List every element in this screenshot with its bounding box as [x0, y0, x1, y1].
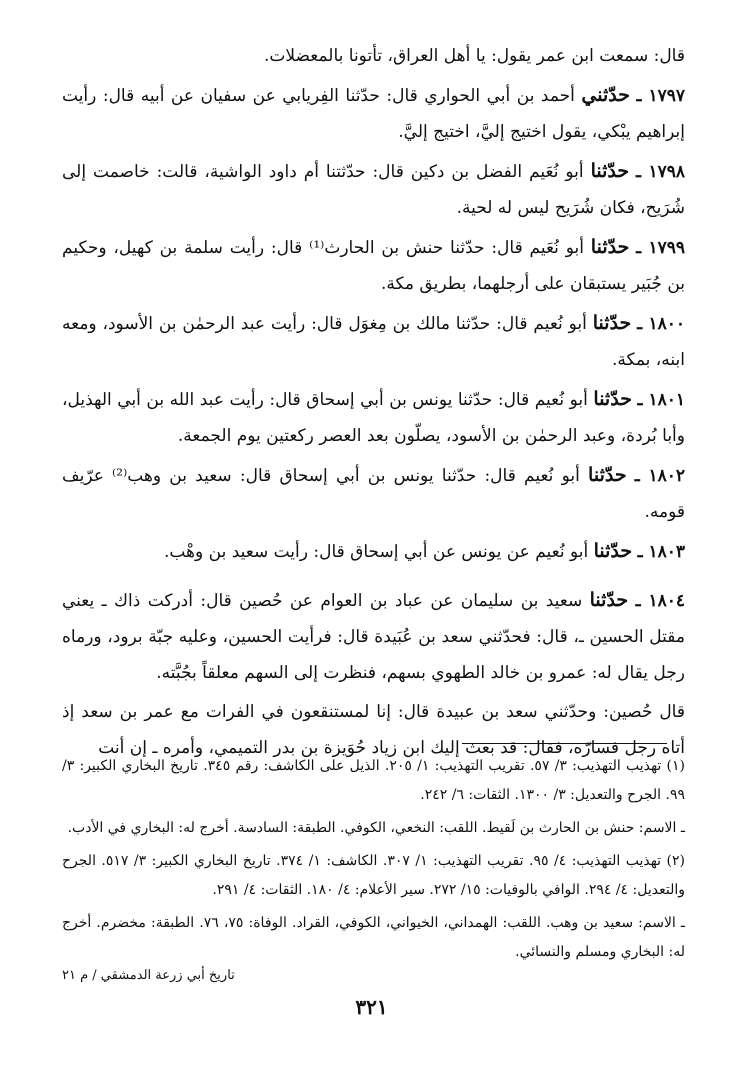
book-title: تاريخ أبي زرعة الدمشقي / م ٢١	[62, 968, 235, 983]
footnotes	[62, 752, 685, 967]
footnote-2-sources: (٢) تهذيب التهذيب: ٤/ ٩٥. تقريب التهذيب: ١/ ٣٠٧. الكاشف: ١/ ٣٧٤. تاريخ البخاري الكبير: ٣/ ٥١٧. الجرح والتعديل: ٤/ ٢٩٤. الوافي بالوفيات: ١٥/ ٢٧٢. سير الأعلام: ٤/ ١٨٠. الثقات: ٤/ ٢٩١.	[62, 853, 686, 898]
hadith-1804	[62, 582, 685, 691]
main-text	[62, 38, 685, 766]
hadith-number: ١٧٩٩ ـ	[636, 238, 686, 258]
hadith-number: ١٧٩٨ ـ	[636, 162, 686, 182]
footnote-2-bio: ـ الاسم: سعيد بن وهب. اللقب: الهمداني، الخيواني، الكوفي، القراد. الوفاة: ٧٥، ٧٦. الطبقة: مخضرم. أخرج له: البخاري ومسلم والنسائي.	[62, 915, 686, 960]
narration-keyword: حدّثنا	[589, 589, 629, 611]
footnote-1-sources: (١) تهذيب التهذيب: ٣/ ٥٧. تقريب التهذيب: ١/ ٢٠٥. الذيل على الكاشف: رقم ٣٤٥. تاريخ البخاري الكبير: ٣/ ٩٩. الجرح والتعديل: ٣/ ١٣٠٠. الثقات: ٦/ ٢٤٢.	[62, 758, 685, 803]
footnote-1-bio: ـ الاسم: حنش بن الحارث بن لَقيط. اللقب: النخعي، الكوفي. الطبقة: السادسة. أخرج له: البخاري في الأدب.	[67, 820, 685, 836]
narration-keyword: حدّثنا	[593, 388, 632, 410]
narration-keyword: حدّثنا	[590, 160, 630, 182]
hadith-1801	[62, 381, 685, 454]
hadith-text: أبو نُعَيم الفضل بن دكين قال: حدّثتنا أم داود الواشية، قالت: خاصمت إلى شُرَيح، فكان شُرَيح ليس له لحية.	[62, 162, 685, 218]
hadith-number: ١٨٠١ ـ	[637, 390, 686, 410]
narration-keyword: حدّثنا	[588, 464, 627, 486]
hadith-number: ١٨٠٠ ـ	[637, 314, 685, 334]
paragraph-text: قال: سمعت ابن عمر يقول: يا أهل العراق، تأتونا بالمعضلات.	[263, 46, 685, 66]
hadith-text: أبو نُعيم قال: حدّثنا مالك بن مِغوَل قال: رأيت عبد الرحمٰن بن الأسود، ومعه ابنه، بمكة.	[62, 314, 685, 370]
hadith-1803	[62, 533, 685, 570]
narration-keyword: حدّثنا	[590, 236, 630, 258]
hadith-text: أحمد بن أبي الحواري قال: حدّثنا الفِريابي عن سفيان عن أبيه قال: رأيت إبراهيم يبْكي، يقول اختيج إليَّ، اختيج إليَّ.	[62, 86, 685, 142]
hadith-1797	[62, 77, 685, 150]
hadith-1799	[62, 229, 685, 302]
narration-keyword: حدّثني	[581, 84, 630, 106]
paragraph	[62, 38, 685, 74]
hadith-text: أبو نُعَيم قال: حدّثنا حنش بن الحارث⁽¹⁾ قال: رأيت سلمة بن كهيل، وحكيم بن جُبَير يستبقان على أرجلهما، بطريق مكة.	[62, 238, 685, 294]
hadith-number: ١٨٠٣ ـ	[637, 542, 685, 562]
hadith-text: أبو نُعيم قال: حدّثنا يونس بن أبي إسحاق قال: رأيت عبد الله بن أبي الهذيل، وأبا بُردة، وعبد الرحمٰن بن الأسود، يصلّون بعد العصر ركعتين يوم الجمعة.	[62, 390, 685, 446]
hadith-1802	[62, 457, 685, 530]
paragraph-text: قال حُصين: وحدّثني سعد بن عبيدة قال: إنا لمستنقعون في الفرات مع عمر بن سعد إذ أتاه رجل فسارّه، فقال: قد بعث إليك ابن زياد حُوَيزة بن بدر التميمي، وأمره ـ إن أنت	[62, 702, 685, 758]
hadith-text: أبو نُعيم قال: حدّثنا يونس بن أبي إسحاق قال: سعيد بن وهب⁽²⁾ عرّيف قومه.	[62, 466, 685, 522]
hadith-text: أبو نُعيم عن يونس عن أبي إسحاق قال: رأيت سعيد بن وهْب.	[163, 542, 589, 562]
footnote-divider	[462, 743, 667, 744]
hadith-number: ١٨٠٢ ـ	[634, 466, 686, 486]
hadith-text: سعيد بن سليمان عن عباد بن العوام عن حُصين قال: أدركت ذاك ـ يعني مقتل الحسين ـ، قال: فحدّثني سعد بن عُبَيدة قال: فرأيت الحسين، وعليه جبّة برود، ورماه رجل يقال له: عمرو بن خالد الطهوي بسهم، فنظرت إلى السهم معلقاً بجُبَّته.	[62, 591, 685, 683]
hadith-number: ١٨٠٤ ـ	[635, 591, 685, 611]
narration-keyword: حدّثنا	[592, 312, 632, 334]
hadith-1800	[62, 305, 685, 378]
narration-keyword: حدّثنا	[593, 540, 633, 562]
page-number: ٣٢١	[355, 995, 388, 1019]
page-footer	[62, 968, 685, 990]
hadith-1798	[62, 153, 685, 226]
hadith-number: ١٧٩٧ ـ	[636, 86, 686, 106]
